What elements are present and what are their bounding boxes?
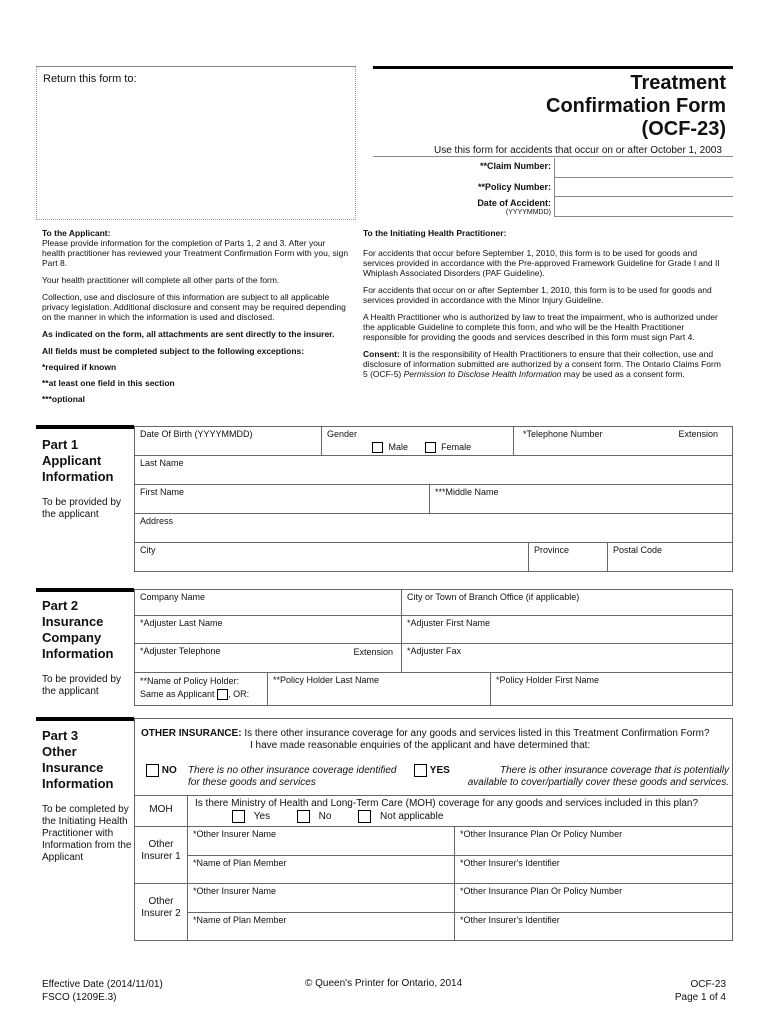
holder-first-label: *Policy Holder First Name	[496, 675, 600, 685]
no-text: There is no other insurance coverage identified for these goods and services	[188, 765, 397, 788]
insurer1-name-label: *Other Insurer Name	[193, 829, 277, 839]
same-as-row	[140, 688, 262, 701]
part2-subtitle1: Insurance	[42, 614, 104, 629]
insurer2-name-field[interactable]	[187, 883, 455, 913]
claim-input[interactable]	[554, 158, 733, 178]
part2-subtitle3: Information	[42, 646, 114, 661]
insurer2-plan-member-field[interactable]	[187, 912, 455, 941]
part2-note: To be provided by the applicant	[42, 674, 121, 697]
moh-na-checkbox[interactable]	[358, 810, 371, 823]
postal-code-field[interactable]	[607, 542, 733, 572]
practitioner-p2: For accidents that occur on or after September 1, 2010, this form is to be used for goods and services provided in accordance with the Minor Injury Guideline.	[363, 285, 712, 305]
insurer1-plan-number-field[interactable]	[454, 826, 733, 856]
part1-rule	[36, 425, 134, 429]
moh-question: Is there Ministry of Health and Long-Term Care (MOH) coverage for any goods and services included in this plan?	[195, 798, 699, 809]
branch-city-field[interactable]	[401, 589, 733, 616]
moh-cell	[134, 795, 188, 827]
part3-note: To be completed by the Initiating Health Practitioner with Information from the Applicant	[42, 804, 132, 863]
part2-title: Part 2	[42, 598, 79, 613]
part3-title: Part 3	[42, 728, 79, 743]
other-insurer-2-label-cell	[134, 883, 188, 941]
insurer2-plan-number-field[interactable]	[454, 883, 733, 913]
applicant-bold1: As indicated on the form, all attachments are sent directly to the insurer.	[42, 329, 335, 339]
return-to-box[interactable]	[36, 66, 356, 220]
no-checkbox[interactable]	[146, 764, 159, 777]
province-field[interactable]	[528, 542, 608, 572]
form-title	[546, 72, 726, 141]
applicant-p3: Collection, use and disclosure of this information are subject to all applicable privacy legislation. Additional disclosure and consent may be required depending on the manner in which the information is used and disclosed.	[42, 292, 346, 322]
other-insurer-1-label-cell	[134, 826, 188, 884]
moh-yes-checkbox[interactable]	[232, 810, 245, 823]
return-label: Return this form to:	[43, 73, 137, 85]
yes-option[interactable]	[414, 764, 732, 788]
title-line2: Confirmation Form	[546, 95, 726, 117]
adjuster-first-field[interactable]	[401, 615, 733, 644]
dob-label: Date Of Birth (YYYYMMDD)	[140, 429, 253, 439]
city-label: City	[140, 545, 156, 555]
other-insurer-2-label: Other Insurer 2	[141, 896, 181, 919]
applicant-bold5: ***optional	[42, 394, 85, 404]
first-name-field[interactable]	[134, 484, 430, 514]
moh-na-label: Not applicable	[380, 811, 444, 823]
telephone-extension-label: Extension	[678, 429, 718, 439]
gender-field[interactable]	[321, 426, 514, 456]
policy-holder-field[interactable]	[134, 672, 268, 706]
holder-last-label: **Policy Holder Last Name	[273, 675, 380, 685]
or-label: , OR:	[228, 689, 250, 699]
part1-subtitle1: Applicant	[42, 453, 102, 468]
female-checkbox[interactable]	[425, 442, 436, 453]
insurer2-plan-member-label: *Name of Plan Member	[193, 915, 287, 925]
middle-name-label: ***Middle Name	[435, 487, 499, 497]
holder-last-field[interactable]	[267, 672, 491, 706]
other-insurance-q2: I have made reasonable enquiries of the applicant and have determined that:	[250, 740, 591, 751]
adjuster-fax-field[interactable]	[401, 643, 733, 673]
insurer2-name-label: *Other Insurer Name	[193, 886, 277, 896]
footer-right	[675, 978, 726, 1004]
female-label: Female	[441, 442, 472, 452]
applicant-p2: Your health practitioner will complete all other parts of the form.	[42, 275, 280, 285]
telephone-field[interactable]	[513, 426, 733, 456]
insurer2-identifier-field[interactable]	[454, 912, 733, 941]
use-note: Use this form for accidents that occur on or after October 1, 2003	[434, 145, 722, 156]
part3-heading	[42, 728, 132, 864]
part1-subtitle2: Information	[42, 469, 114, 484]
other-insurance-question	[141, 728, 731, 740]
policy-input[interactable]	[554, 178, 733, 197]
applicant-bold3: *required if known	[42, 362, 117, 372]
moh-no-label: No	[318, 811, 332, 823]
form-id: OCF-23	[690, 979, 726, 990]
same-as-label: Same as Applicant	[140, 689, 215, 699]
practitioner-p3: A Health Practitioner who is authorized by law to treat the impairment, who is authorized under the applicable Guideline to complete this form, and who will be the Health Practitioner responsible for providing the goods and services described in this form must sign Part 4.	[363, 312, 718, 342]
page-number: Page 1 of 4	[674, 992, 726, 1003]
adjuster-last-label: *Adjuster Last Name	[140, 618, 223, 628]
yes-label: YES	[429, 765, 450, 777]
part2-heading	[42, 598, 132, 698]
copyright: © Queen's Printer for Ontario, 2014	[305, 978, 463, 989]
consent-paragraph	[363, 349, 725, 379]
moh-question-cell	[187, 795, 733, 827]
yes-text: There is other insurance coverage that is potentially available to cover/partially cover these goods and services.	[467, 765, 729, 788]
adjuster-first-label: *Adjuster First Name	[407, 618, 491, 628]
effective-date: Effective Date (2014/11/01)	[42, 979, 163, 990]
practitioner-instructions	[363, 228, 725, 379]
no-label: NO	[161, 765, 177, 777]
postal-code-label: Postal Code	[613, 545, 663, 555]
policy-holder-label: **Name of Policy Holder:	[140, 676, 240, 686]
first-name-label: First Name	[140, 487, 185, 497]
consent-label: Consent:	[363, 349, 400, 359]
yes-checkbox[interactable]	[414, 764, 427, 777]
holder-first-field[interactable]	[490, 672, 733, 706]
middle-name-field[interactable]	[429, 484, 733, 514]
dob-field[interactable]	[134, 426, 322, 456]
male-label: Male	[388, 442, 409, 452]
adjuster-phone-label: *Adjuster Telephone	[140, 646, 221, 656]
last-name-field[interactable]	[134, 455, 733, 485]
moh-label: MOH	[149, 804, 173, 815]
insurer1-plan-number-label: *Other Insurance Plan Or Policy Number	[460, 829, 623, 839]
applicant-heading: To the Applicant:	[42, 228, 111, 238]
practitioner-p1: For accidents that occur before September 1, 2010, this form is to be used for goods and services provided in accordance with the Pre-approved Framework Guideline for Grade I and II Whiplash Associated Disorders (PAF Guideline).	[363, 248, 720, 278]
province-label: Province	[534, 545, 570, 555]
no-option[interactable]	[146, 764, 406, 788]
part2-rule	[36, 588, 134, 592]
telephone-label: *Telephone Number	[523, 429, 603, 439]
applicant-bold2: All fields must be completed subject to the following exceptions:	[42, 346, 305, 356]
part3-rule	[36, 717, 134, 721]
part1-title: Part 1	[42, 437, 79, 452]
applicant-bold4: **at least one field in this section	[42, 378, 175, 388]
company-name-label: Company Name	[140, 592, 206, 602]
moh-yes-label: Yes	[253, 811, 271, 823]
moh-no-checkbox[interactable]	[297, 810, 310, 823]
last-name-label: Last Name	[140, 458, 184, 468]
footer-left	[42, 978, 163, 1004]
part1-note: To be provided by the applicant	[42, 497, 121, 520]
branch-city-label: City or Town of Branch Office (if applicable)	[407, 592, 580, 602]
address-label: Address	[140, 516, 174, 526]
applicant-instructions	[42, 228, 350, 404]
part3-subtitle2: Insurance	[42, 760, 104, 775]
part3-subtitle3: Information	[42, 776, 114, 791]
address-field[interactable]	[134, 513, 733, 543]
insurer1-identifier-field[interactable]	[454, 855, 733, 884]
insurer2-plan-number-label: *Other Insurance Plan Or Policy Number	[460, 886, 623, 896]
accident-input[interactable]	[554, 197, 733, 217]
policy-label: **Policy Number:	[477, 182, 551, 192]
gender-label: Gender	[327, 429, 358, 439]
part1-heading	[42, 437, 132, 521]
title-line1: Treatment	[630, 72, 726, 94]
adjuster-fax-label: *Adjuster Fax	[407, 646, 462, 656]
title-rule	[373, 66, 733, 69]
other-insurance-label: OTHER INSURANCE:	[141, 728, 242, 739]
claim-label: **Claim Number:	[479, 161, 551, 171]
consent-end: may be used as a consent form.	[563, 369, 685, 379]
insurer1-plan-member-label: *Name of Plan Member	[193, 858, 287, 868]
male-checkbox[interactable]	[372, 442, 383, 453]
consent-italic: Permission to Disclose Health Information	[403, 369, 562, 379]
use-note-rule	[373, 156, 733, 157]
accident-format: (YYYYMMDD)	[505, 209, 551, 216]
insurer1-identifier-label: *Other Insurer's Identifier	[460, 858, 560, 868]
practitioner-heading: To the Initiating Health Practitioner:	[363, 228, 507, 238]
title-line3: (OCF-23)	[641, 118, 726, 140]
adjuster-last-field[interactable]	[134, 615, 402, 644]
part2-subtitle2: Company	[42, 630, 102, 645]
adjuster-phone-field[interactable]	[134, 643, 402, 673]
other-insurance-q1: Is there other insurance coverage for any goods and services listed in this Treatment Confirmation Form?	[244, 728, 710, 739]
part3-subtitle1: Other	[42, 744, 77, 759]
insurer2-identifier-label: *Other Insurer's Identifier	[460, 915, 560, 925]
adjuster-extension-label: Extension	[353, 647, 393, 657]
company-name-field[interactable]	[134, 589, 402, 616]
fsco-code: FSCO (1209E.3)	[42, 992, 117, 1003]
other-insurer-1-label: Other Insurer 1	[141, 839, 181, 862]
accident-label: Date of Accident:	[477, 198, 551, 208]
insurer1-name-field[interactable]	[187, 826, 455, 856]
same-as-checkbox[interactable]	[217, 689, 228, 700]
insurer1-plan-member-field[interactable]	[187, 855, 455, 884]
applicant-p1: Please provide information for the completion of Parts 1, 2 and 3. After your health practitioner has reviewed your Treatment Confirmation Form with you, sign Part 8.	[42, 238, 349, 268]
city-field[interactable]	[134, 542, 529, 572]
consent-text: It is the responsibility of Health Practitioners to ensure that their collection, use and disclosure of information submitted are authorized by a consent form. The Ontario Claims Form 5 (OCF-5)	[363, 349, 721, 379]
